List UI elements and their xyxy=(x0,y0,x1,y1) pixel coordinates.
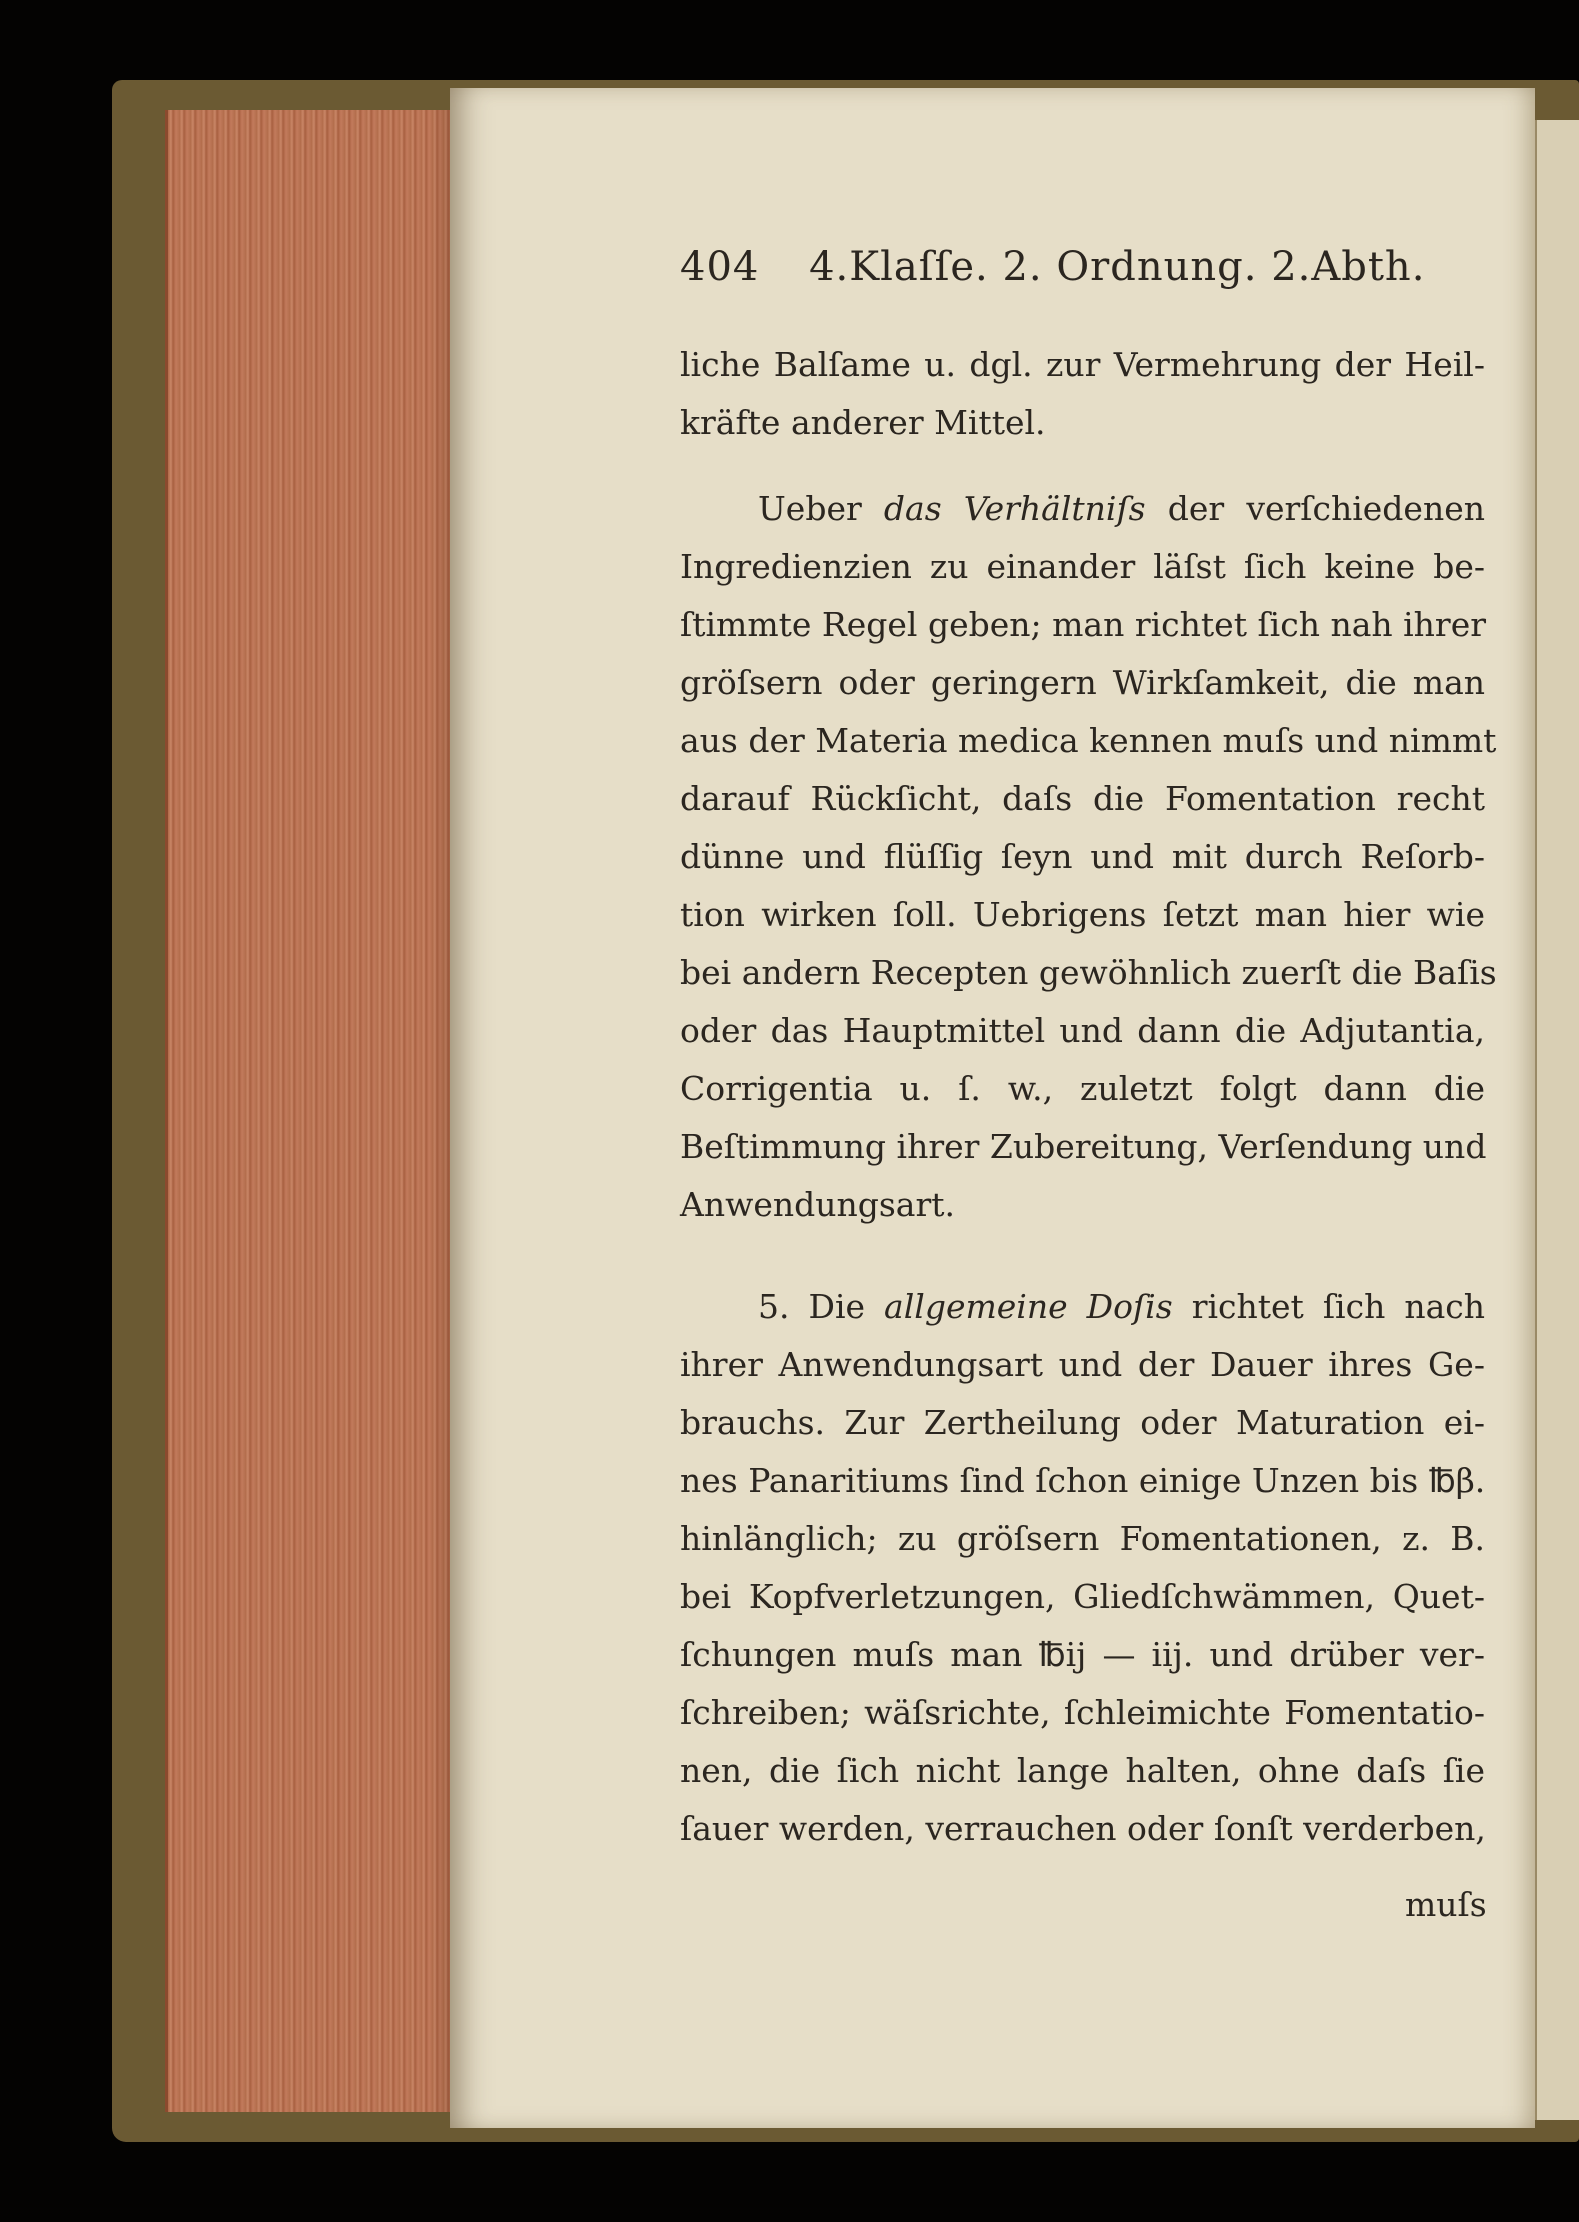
text-line: Beſtimmung ihrer Zubereitung, Verſendung und xyxy=(680,1127,1487,1166)
page-number: 404 xyxy=(680,244,760,290)
facing-page-edge xyxy=(1535,120,1579,2120)
text-line: ſchreiben; wäſsrichte, ſchleimichte Fomentatio- xyxy=(680,1693,1485,1732)
running-title: 4.Klaſſe. 2. Ordnung. 2.Abth. xyxy=(809,244,1426,290)
italic-term: allgemeine Doſis xyxy=(884,1287,1173,1326)
text-line: bei andern Recepten gewöhnlich zuerſt die Baſis xyxy=(680,953,1497,992)
text-line: darauf Rückſicht, daſs die Fomentation recht xyxy=(680,779,1485,818)
text-line: Corrigentia u. ſ. w., zuletzt folgt dann die xyxy=(680,1069,1485,1108)
text-line: brauchs. Zur Zertheilung oder Maturation ei- xyxy=(680,1403,1485,1442)
running-header xyxy=(680,244,1425,290)
text-line: aus der Materia medica kennen muſs und nimmt xyxy=(680,721,1497,760)
catchword: muſs xyxy=(1405,1885,1487,1924)
text-line: hinlänglich; zu gröſsern Fomentationen, z. B. xyxy=(680,1519,1485,1558)
italic-term: das Verhältniſs xyxy=(883,489,1146,528)
text-line: nes Panaritiums ſind ſchon einige Unzen bis ℔β. xyxy=(680,1461,1486,1500)
text-line: 5. Die allgemeine Doſis richtet ſich nach xyxy=(758,1287,1485,1326)
text-line: ſtimmte Regel geben; man richtet ſich nah ihrer xyxy=(680,605,1487,644)
text-line: dünne und flüſſig ſeyn und mit durch Reſorb- xyxy=(680,837,1485,876)
text-line: nen, die ſich nicht lange halten, ohne daſs ſie xyxy=(680,1751,1485,1790)
text-line: kräfte anderer Mittel. xyxy=(680,403,1046,442)
text-line: ſauer werden, verrauchen oder ſonſt verderben, xyxy=(680,1809,1486,1848)
text-line: gröſsern oder geringern Wirkſamkeit, die man xyxy=(680,663,1485,702)
text-line: bei Kopfverletzungen, Gliedſchwämmen, Quet- xyxy=(680,1577,1485,1616)
text-line: Ueber das Verhältniſs der verſchiedenen xyxy=(758,489,1485,528)
page-edges xyxy=(165,110,470,2112)
text-line: oder das Hauptmittel und dann die Adjutantia, xyxy=(680,1011,1485,1050)
text-line: ihrer Anwendungsart und der Dauer ihres Ge- xyxy=(680,1345,1485,1384)
text-line: tion wirken ſoll. Uebrigens ſetzt man hier wie xyxy=(680,895,1485,934)
text-line: ſchungen muſs man ℔ij — iij. und drüber ver- xyxy=(680,1635,1485,1674)
text-line: Anwendungsart. xyxy=(680,1185,956,1224)
text-line: Ingredienzien zu einander läſst ſich keine be- xyxy=(680,547,1485,586)
text-line: liche Balſame u. dgl. zur Vermehrung der Heil- xyxy=(680,345,1485,384)
